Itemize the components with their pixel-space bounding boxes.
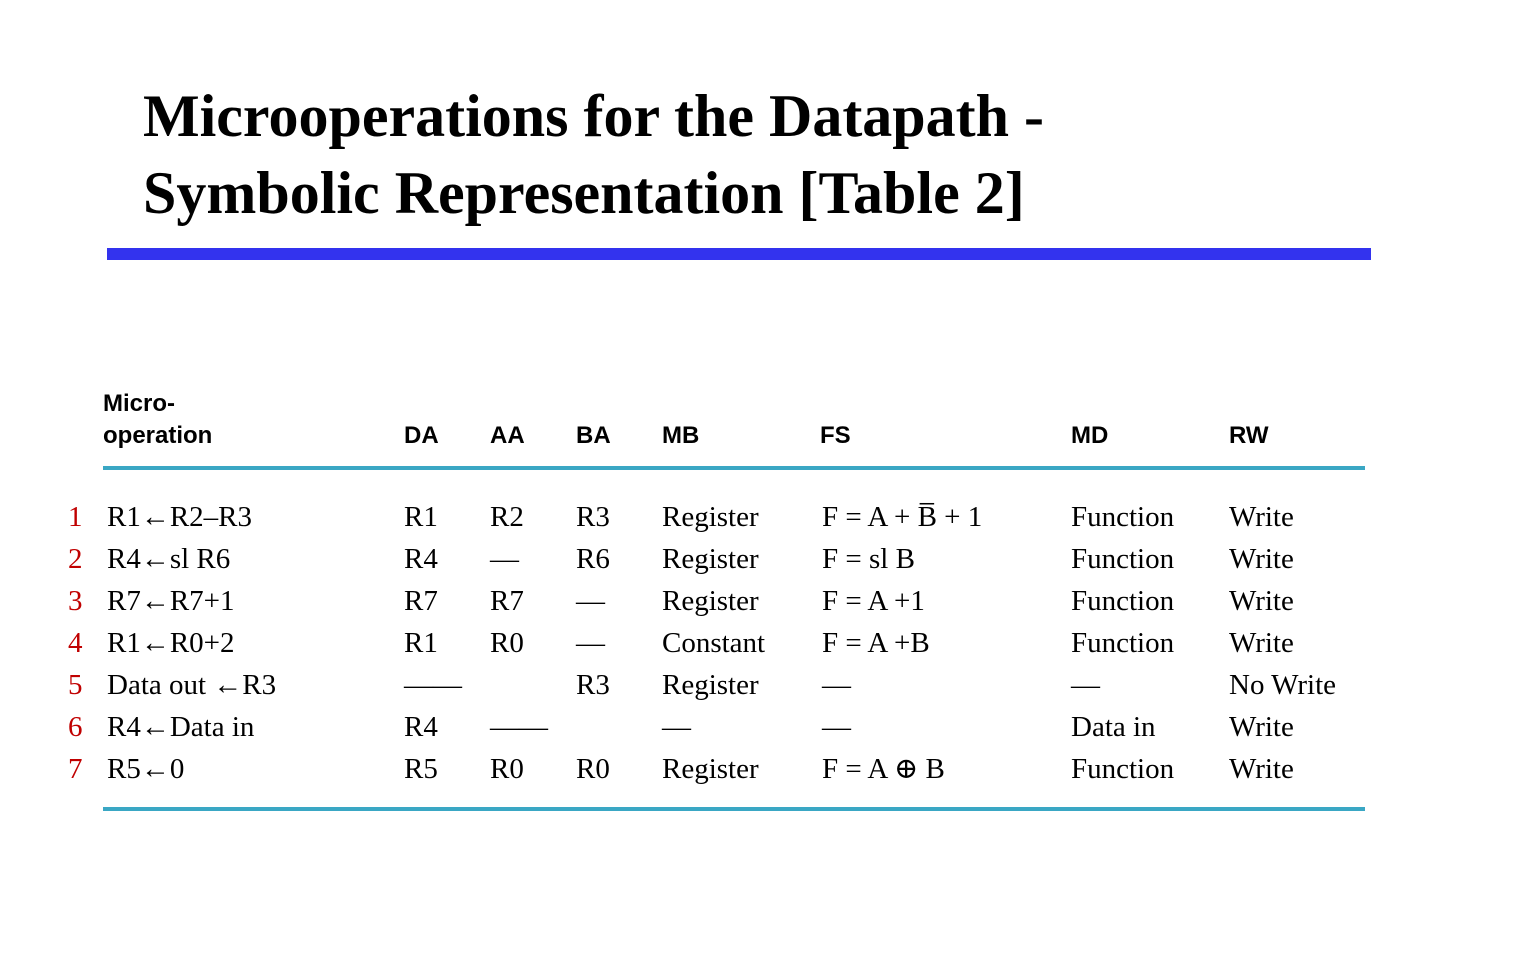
cell-fs: F = A +B — [822, 627, 930, 659]
title-divider — [107, 248, 1371, 260]
header-md: MD — [1071, 422, 1109, 449]
table-row — [0, 538, 1536, 580]
table-header — [0, 390, 1536, 460]
row-number: 1 — [68, 501, 83, 533]
cell-md: Function — [1071, 753, 1175, 785]
cell-ba: R3 — [576, 501, 610, 533]
cell-da: R5 — [404, 753, 438, 785]
cell-fs: — — [822, 711, 851, 743]
cell-fs: F = sl B — [822, 543, 915, 575]
cell-microoperation: R1←R0+2 — [107, 627, 235, 659]
table-row — [0, 664, 1536, 706]
cell-mb: Register — [662, 585, 759, 617]
header-aa: AA — [490, 422, 525, 449]
cell-md: Function — [1071, 543, 1175, 575]
cell-mb: Register — [662, 543, 759, 575]
header-rw: RW — [1229, 422, 1269, 449]
cell-md: Function — [1071, 585, 1175, 617]
cell-ba: — — [576, 627, 605, 659]
cell-rw: No Write — [1229, 669, 1337, 701]
cell-mb: Constant — [662, 627, 766, 659]
cell-rw: Write — [1229, 543, 1294, 575]
cell-md: Data in — [1071, 711, 1156, 743]
cell-aa: — — [490, 543, 519, 575]
header-ba: BA — [576, 422, 611, 449]
header-micro-line1: Micro- — [103, 390, 175, 417]
row-number: 4 — [68, 627, 83, 659]
row-number: 5 — [68, 669, 83, 701]
cell-microoperation: R5←0 — [107, 753, 185, 785]
table-row — [0, 748, 1536, 790]
cell-da: R1 — [404, 501, 438, 533]
cell-ba: — — [576, 585, 605, 617]
cell-aa: R0 — [490, 753, 524, 785]
cell-rw: Write — [1229, 585, 1294, 617]
header-microoperation — [103, 388, 212, 452]
cell-rw: Write — [1229, 501, 1294, 533]
header-mb: MB — [662, 422, 700, 449]
table-row — [0, 622, 1536, 664]
cell-mb: Register — [662, 501, 759, 533]
table-bottom-rule — [103, 807, 1365, 811]
header-da: DA — [404, 422, 439, 449]
cell-aa: R0 — [490, 627, 524, 659]
cell-rw: Write — [1229, 627, 1294, 659]
cell-aa: R2 — [490, 501, 524, 533]
cell-da: R1 — [404, 627, 438, 659]
cell-mb: Register — [662, 753, 759, 785]
table-top-rule — [103, 466, 1365, 470]
cell-ba: R0 — [576, 753, 610, 785]
cell-md: Function — [1071, 501, 1175, 533]
table-row — [0, 580, 1536, 622]
cell-fs: F = A ⊕ B — [822, 753, 945, 785]
cell-fs: F = A + B̅ + 1 — [822, 501, 983, 533]
cell-microoperation: R1←R2–R3 — [107, 501, 253, 533]
cell-md: Function — [1071, 627, 1175, 659]
cell-rw: Write — [1229, 753, 1294, 785]
cell-aa: R7 — [490, 585, 524, 617]
cell-fs: F = A +1 — [822, 585, 925, 617]
cell-ba: R6 — [576, 543, 610, 575]
header-micro-line2: operation — [103, 422, 213, 449]
cell-da: R7 — [404, 585, 438, 617]
cell-da: —— — [404, 669, 462, 701]
cell-md: — — [1071, 669, 1100, 701]
cell-microoperation: Data out ←R3 — [107, 669, 277, 701]
cell-mb: — — [662, 711, 691, 743]
cell-da: R4 — [404, 543, 438, 575]
row-number: 3 — [68, 585, 83, 617]
row-number: 6 — [68, 711, 83, 743]
cell-microoperation: R4←sl R6 — [107, 543, 231, 575]
table-row — [0, 706, 1536, 748]
title-line-2: Symbolic Representation [Table 2] — [143, 160, 1025, 226]
slide-title — [143, 78, 1044, 232]
cell-da: R4 — [404, 711, 438, 743]
cell-microoperation: R4←Data in — [107, 711, 255, 743]
title-line-1: Microoperations for the Datapath - — [143, 83, 1044, 149]
header-fs: FS — [820, 422, 851, 449]
cell-fs: — — [822, 669, 851, 701]
cell-microoperation: R7←R7+1 — [107, 585, 235, 617]
row-number: 7 — [68, 753, 83, 785]
table-row — [0, 496, 1536, 538]
row-number: 2 — [68, 543, 83, 575]
cell-ba: R3 — [576, 669, 610, 701]
cell-mb: Register — [662, 669, 759, 701]
cell-aa: —— — [490, 711, 548, 743]
cell-rw: Write — [1229, 711, 1294, 743]
